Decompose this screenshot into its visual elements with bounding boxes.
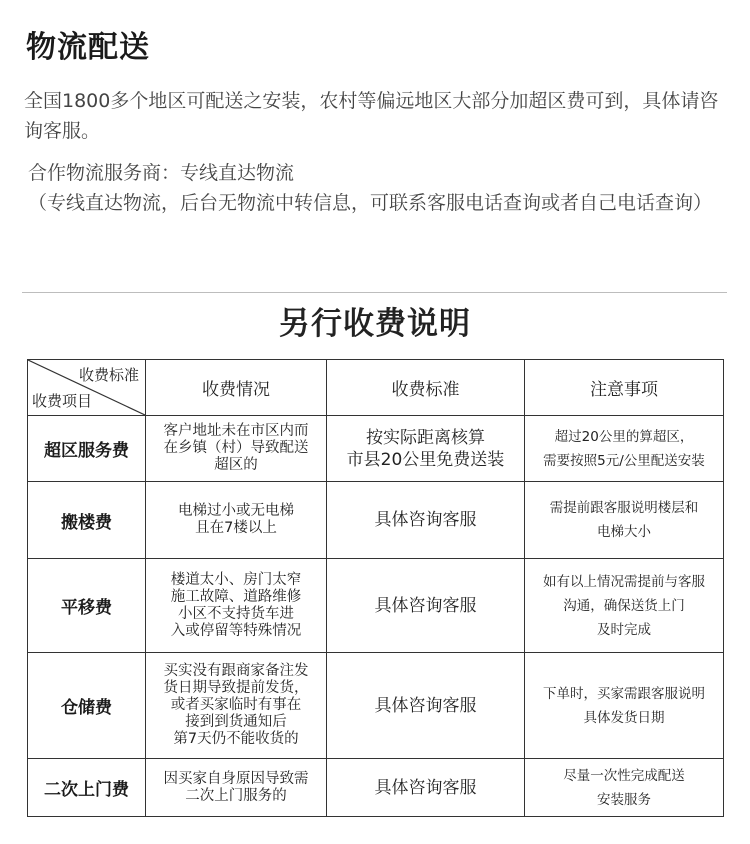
fee-condition-cell: [146, 482, 327, 559]
fee-condition-cell-line: 客户地址未在市区内而: [163, 423, 309, 439]
column-header-note: 注意事项: [525, 360, 724, 416]
column-header-standard: 收费标准: [327, 360, 525, 416]
fee-standard-cell-line: 具体咨询客服: [374, 510, 477, 530]
fee-note-cell: [525, 416, 724, 482]
fee-note-cell-line: 沟通，确保送货上门: [563, 597, 685, 614]
fee-note-cell-line: 尽量一次性完成配送: [563, 767, 685, 784]
fee-condition-cell-line: 且在7楼以上: [195, 520, 277, 536]
fee-condition-cell-line: 二次上门服务的: [185, 787, 287, 804]
fee-standard-cell: [327, 653, 525, 759]
fee-note-cell-line: 电梯大小: [597, 524, 651, 540]
fee-condition-cell-line: 小区不支持货车进: [178, 605, 294, 622]
fee-condition-cell-line: 入或停留等特殊情况: [170, 622, 302, 639]
fee-condition-cell: [146, 653, 327, 759]
table-row: [28, 559, 724, 653]
table-row: [28, 653, 724, 759]
fee-condition-cell-line: 在乡镇（村）导致配送: [163, 440, 309, 456]
fee-standard-cell: [327, 482, 525, 559]
fee-condition-cell-line: 接到到货通知后: [185, 714, 287, 730]
fee-condition-cell-line: 第7天仍不能收货的: [173, 731, 299, 747]
fee-standard-cell-line: 具体咨询客服: [374, 595, 477, 616]
fee-note-cell: [525, 759, 724, 817]
fee-note-cell-line: 安装服务: [597, 791, 651, 808]
fee-note-cell-line: 具体发货日期: [583, 709, 665, 726]
fee-standard-cell: [327, 759, 525, 817]
diagonal-header-top: 收费标准: [78, 366, 139, 384]
fee-note-cell-line: 需提前跟客服说明楼层和: [549, 500, 699, 516]
fee-note-cell-line: 超过20公里的算超区，: [554, 428, 694, 445]
fee-standard-cell-line: 按实际距离核算: [366, 427, 485, 448]
fee-condition-cell-line: 或者买家临时有事在: [170, 697, 302, 713]
logistics-paragraph-provider: 合作物流服务商：专线直达物流: [28, 162, 295, 184]
fee-standard-cell: [327, 416, 525, 482]
fee-condition-cell-line: 楼道太小、房门太窄: [170, 571, 302, 588]
fee-condition-cell: [146, 559, 327, 653]
table-row: [28, 416, 724, 482]
fee-note-cell-line: 如有以上情况需提前与客服: [543, 573, 705, 590]
fee-condition-cell-line: 买实没有跟商家备注发: [163, 663, 309, 679]
fee-condition-cell-line: 因买家自身原因导致需: [163, 770, 309, 787]
column-header-condition: 收费情况: [146, 360, 327, 416]
fee-standard-cell-line: 市县20公里免费送装: [346, 449, 505, 470]
logistics-paragraph-tracking: （专线直达物流，后台无物流中转信息，可联系客服电话查询或者自己电话查询）: [28, 192, 713, 214]
fee-note-cell-line: 需要按照5元/公里配送安装: [543, 452, 705, 469]
fee-name-cell: 平移费: [28, 559, 146, 653]
fee-condition-cell: [146, 416, 327, 482]
fee-note-cell: [525, 559, 724, 653]
fees-table-header-row: [28, 360, 724, 416]
fee-condition-cell: [146, 759, 327, 817]
fee-condition-cell-line: 货日期导致提前发货，: [163, 680, 309, 696]
logistics-paragraph-coverage: 全国1800多个地区可配送之安装，农村等偏远地区大部分加超区费可到，具体请咨询客服。: [24, 90, 719, 142]
fee-name-cell: 仓储费: [28, 653, 146, 759]
fee-standard-cell: [327, 559, 525, 653]
fee-condition-cell-line: 电梯过小或无电梯: [178, 503, 294, 519]
section-divider: [22, 292, 727, 293]
fee-condition-cell-line: 施工故障、道路维修: [170, 588, 302, 605]
fee-note-cell-line: 下单时，买家需跟客服说明: [543, 685, 705, 702]
table-row: [28, 759, 724, 817]
diagonal-header-bottom: 收费项目: [32, 392, 93, 410]
fee-standard-cell-line: 具体咨询客服: [374, 695, 477, 716]
fee-name-cell: 超区服务费: [28, 416, 146, 482]
fees-title: 另行收费说明: [279, 306, 471, 342]
logistics-title: 物流配送: [26, 30, 150, 65]
fee-name-cell: 搬楼费: [28, 482, 146, 559]
fee-note-cell-line: 及时完成: [597, 621, 651, 638]
fee-name-cell: 二次上门费: [28, 759, 146, 817]
fee-note-cell: [525, 653, 724, 759]
table-row: [28, 482, 724, 559]
fee-standard-cell-line: 具体咨询客服: [374, 777, 477, 798]
fee-condition-cell-line: 超区的: [214, 457, 258, 473]
fees-table: [27, 359, 724, 817]
diagonal-header-cell: [28, 360, 146, 416]
fee-note-cell: [525, 482, 724, 559]
